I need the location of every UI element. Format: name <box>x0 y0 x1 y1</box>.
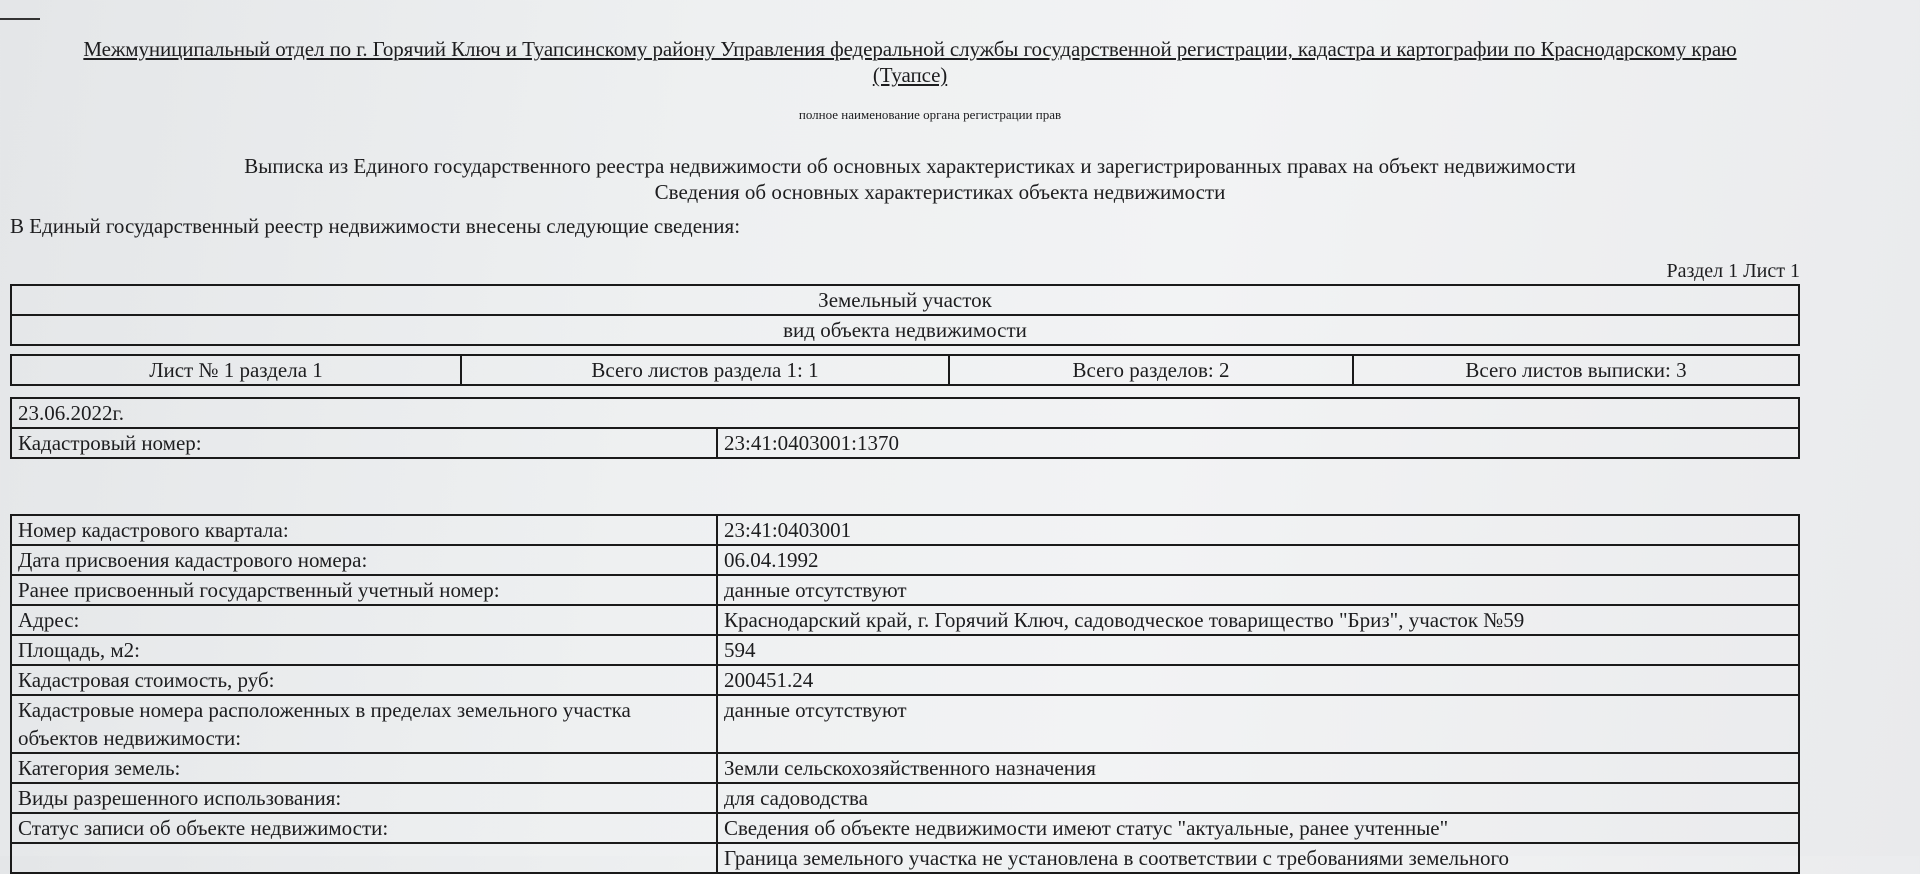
row-value: Краснодарский край, г. Горячий Ключ, садоводческое товарищество "Бриз", участок №59 <box>717 605 1799 635</box>
row-value: 23:41:0403001 <box>717 515 1799 545</box>
row-value: Земли сельскохозяйственного назначения <box>717 753 1799 783</box>
extract-date: 23.06.2022г. <box>11 398 1799 428</box>
organization-caption: полное наименование органа регистрации прав <box>798 107 1062 122</box>
table-row <box>11 813 1799 843</box>
cadastral-number-label: Кадастровый номер: <box>11 428 717 458</box>
section-reference: Раздел 1 Лист 1 <box>1666 260 1800 282</box>
table-row <box>11 843 1799 873</box>
row-label: Виды разрешенного использования: <box>11 783 717 813</box>
row-value: 06.04.1992 <box>717 545 1799 575</box>
object-type: Земельный участок <box>11 285 1799 315</box>
table-row <box>11 783 1799 813</box>
row-label: Площадь, м2: <box>11 635 717 665</box>
row-label: Кадастровая стоимость, руб: <box>11 665 717 695</box>
document-subtitle: Сведения об основных характеристиках объекта недвижимости <box>654 180 1226 204</box>
row-value: Граница земельного участка не установлена в соответствии с требованиями земельного <box>717 843 1799 873</box>
table-row <box>11 695 1799 753</box>
table-row <box>11 545 1799 575</box>
row-label: Адрес: <box>11 605 717 635</box>
total-sections: Всего разделов: 2 <box>949 355 1353 385</box>
organization-name: Межмуниципальный отдел по г. Горячий Ключ и Туапсинскому району Управления федеральной службы государственной регистрации, кадастра и картографии по Краснодарскому краю (Туапсе) <box>83 37 1737 88</box>
table-row <box>11 575 1799 605</box>
cadastral-table <box>10 397 1800 459</box>
row-label <box>11 843 717 873</box>
table-row <box>11 515 1799 545</box>
row-value: Сведения об объекте недвижимости имеют статус "актуальные, ранее учтенные" <box>717 813 1799 843</box>
document-title: Выписка из Единого государственного реестра недвижимости об основных характеристиках и зарегистрированных правах на объект недвижимости <box>244 154 1576 178</box>
table-row <box>11 635 1799 665</box>
table-row <box>11 605 1799 635</box>
corner-mark <box>0 18 40 20</box>
row-value: 200451.24 <box>717 665 1799 695</box>
table-row <box>11 753 1799 783</box>
object-type-table <box>10 284 1800 346</box>
row-label: Ранее присвоенный государственный учетный номер: <box>11 575 717 605</box>
row-label: Статус записи об объекте недвижимости: <box>11 813 717 843</box>
row-value: данные отсутствуют <box>717 575 1799 605</box>
total-section-sheets: Всего листов раздела 1: 1 <box>461 355 949 385</box>
total-extract-sheets: Всего листов выписки: 3 <box>1353 355 1799 385</box>
row-label: Кадастровые номера расположенных в пределах земельного участка объектов недвижимости: <box>11 695 717 753</box>
object-type-caption: вид объекта недвижимости <box>11 315 1799 345</box>
sheet-number: Лист № 1 раздела 1 <box>11 355 461 385</box>
sheets-table <box>10 354 1800 386</box>
row-label: Дата присвоения кадастрового номера: <box>11 545 717 575</box>
intro-text: В Единый государственный реестр недвижимости внесены следующие сведения: <box>10 214 741 238</box>
cadastral-number-value: 23:41:0403001:1370 <box>717 428 1799 458</box>
row-value: для садоводства <box>717 783 1799 813</box>
table-row <box>11 665 1799 695</box>
row-value: 594 <box>717 635 1799 665</box>
details-table <box>10 514 1800 874</box>
row-label: Категория земель: <box>11 753 717 783</box>
row-value: данные отсутствуют <box>717 695 1799 753</box>
row-label: Номер кадастрового квартала: <box>11 515 717 545</box>
